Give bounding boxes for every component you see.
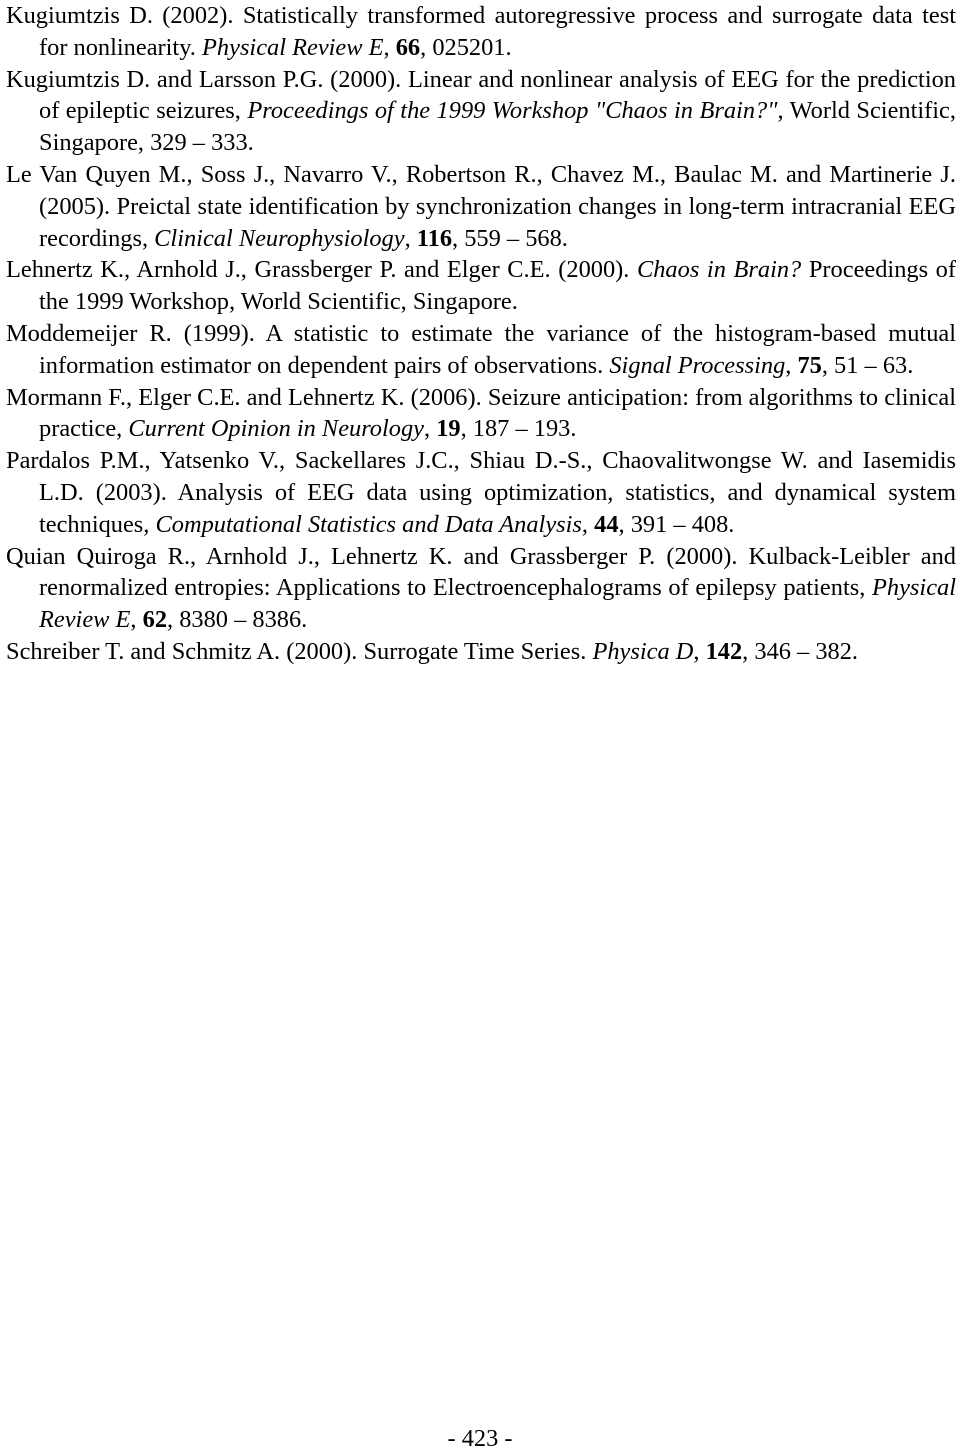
reference-volume: 142 xyxy=(705,637,743,665)
reference-title: Statistically transformed autoregressive process and surrogate data test for nonlinearity. xyxy=(39,2,957,61)
reference-title: Analysis of EEG data using optimization, statistics, and dynamical system techniques, xyxy=(39,478,956,538)
page-number: - 423 - xyxy=(447,1425,513,1452)
reference-pages: World Scientific, Singapore, 329 – 333. xyxy=(39,97,956,157)
reference-authors: Moddemeijer R. (1999). xyxy=(6,319,255,347)
reference-item xyxy=(6,318,956,382)
reference-authors: Kugiumtzis D. and Larsson P.G. (2000). xyxy=(6,65,402,93)
reference-authors: Le Van Quyen M., Soss J., Navarro V., Robertson R., Chavez M., Baulac M. and Martinerie J. (2005). xyxy=(6,160,956,220)
reference-volume: 66 xyxy=(395,33,421,61)
reference-pages: , 391 – 408. xyxy=(618,510,735,538)
reference-pages: , 346 – 382. xyxy=(742,637,859,665)
reference-authors: Lehnertz K., Arnhold J., Grassberger P. and Elger C.E. (2000). xyxy=(6,256,630,284)
reference-volume: 75 xyxy=(797,351,822,379)
reference-source: Proceedings of the 1999 Workshop "Chaos in Brain?" xyxy=(240,97,778,125)
reference-separator: , xyxy=(130,606,143,634)
reference-separator xyxy=(801,256,809,283)
reference-title: Linear and nonlinear analysis of EEG for the prediction of epileptic seizures, xyxy=(39,65,957,125)
reference-separator: , xyxy=(404,224,417,252)
reference-pages: , 8380 – 8386. xyxy=(167,606,308,634)
reference-source: Signal Processing xyxy=(603,351,786,379)
reference-pages: Proceedings of the 1999 Workshop, World Scientific, Singapore. xyxy=(39,256,956,316)
reference-item xyxy=(6,445,956,540)
reference-title: Kulback-Leibler and renormalized entropies: Applications to Electroencephalograms of epilepsy patients, xyxy=(39,542,956,602)
reference-authors: Kugiumtzis D. (2002). xyxy=(6,2,234,29)
reference-pages: , 025201. xyxy=(420,33,512,61)
reference-item xyxy=(6,382,956,446)
reference-pages: , 187 – 193. xyxy=(460,415,577,443)
reference-pages: , 51 – 63. xyxy=(821,351,914,379)
reference-item xyxy=(6,159,956,254)
reference-source: Physica D xyxy=(586,637,694,665)
reference-volume: 19 xyxy=(436,415,461,443)
reference-title: Surrogate Time Series. xyxy=(357,637,587,665)
reference-list xyxy=(6,0,956,668)
reference-volume: 44 xyxy=(594,510,619,538)
reference-authors: Mormann F., Elger C.E. and Lehnertz K. (2006). xyxy=(6,383,482,411)
reference-separator: , xyxy=(383,33,396,61)
reference-item xyxy=(6,541,956,636)
reference-source: Computational Statistics and Data Analysis xyxy=(149,510,582,538)
reference-volume: 116 xyxy=(416,224,453,252)
reference-separator: , xyxy=(581,510,595,538)
reference-authors: Quian Quiroga R., Arnhold J., Lehnertz K. and Grassberger P. (2000). xyxy=(6,542,738,570)
reference-pages: , 559 – 568. xyxy=(452,224,568,252)
reference-title: A statistic to estimate the variance of the histogram-based mutual information estimator on dependent pairs of observations. xyxy=(39,319,956,379)
reference-source: Physical Review E xyxy=(39,574,956,634)
reference-volume: 62 xyxy=(142,606,168,634)
reference-item xyxy=(6,254,956,318)
reference-source: Physical Review E xyxy=(195,33,384,61)
reference-item xyxy=(6,636,956,668)
reference-source: Chaos in Brain? xyxy=(629,256,802,284)
reference-separator: , xyxy=(424,415,437,443)
reference-item xyxy=(6,64,956,159)
reference-source: Current Opinion in Neurology xyxy=(122,415,424,443)
reference-title: Preictal state identification by synchronization changes in long-term intracranial EEG recordings, xyxy=(39,192,956,252)
reference-authors: Pardalos P.M., Yatsenko V., Sackellares J.C., Shiau D.-S., Chaovalitwongse W. and Iasemidis L.D. (2003). xyxy=(6,447,956,506)
reference-separator: , xyxy=(777,97,790,125)
reference-separator: , xyxy=(693,637,706,665)
reference-item xyxy=(6,0,956,64)
reference-source: Clinical Neurophysiology xyxy=(148,224,405,252)
reference-separator: , xyxy=(785,351,798,379)
reference-authors: Schreiber T. and Schmitz A. (2000). xyxy=(6,637,358,665)
reference-title: Seizure anticipation: from algorithms to clinical practice, xyxy=(39,383,956,443)
